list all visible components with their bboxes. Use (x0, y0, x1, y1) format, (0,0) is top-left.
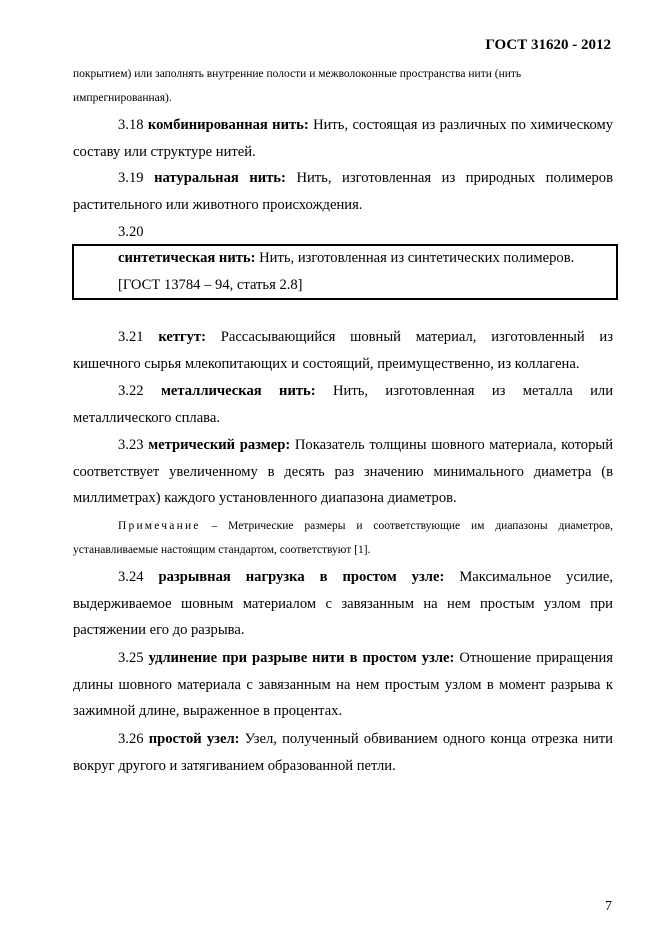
term-name: простой узел: (148, 731, 240, 747)
intro-line-1: покрытием) или заполнять внутренние полости и межволоконные пространства нити (нить (73, 68, 522, 80)
term-number: 3.20 (118, 224, 144, 240)
term-name: натуральная нить: (154, 170, 286, 186)
term-number: 3.19 (118, 170, 144, 186)
term-name: металлическая нить: (160, 383, 316, 399)
term-number: 3.21 (118, 329, 144, 345)
term-definition: Нить, состоящая из различных по химическому составу или структуре нитей. (73, 117, 614, 160)
intro-line-2: импрегнированная). (73, 92, 172, 104)
term-number: 3.26 (118, 731, 144, 747)
term-name: кетгут: (158, 329, 206, 345)
term-number: 3.23 (118, 437, 144, 453)
page-number: 7 (605, 899, 612, 914)
term-definition: Рассасывающийся шовный материал, изготовленный из кишечного сырья млекопитающих и состоящий, преимущественно, из коллагена. (73, 329, 614, 372)
term-number: 3.18 (118, 117, 144, 133)
term-3-24 (73, 564, 613, 644)
term-name: удлинение при разрыве нити в простом узле: (148, 650, 455, 666)
term-3-19 (73, 165, 613, 218)
note-text: – Метрические размеры и соответствующие им диапазоны диаметров, устанавливаемые настоящим стандартом, соответствуют [1]. (73, 520, 613, 556)
term-3-26 (73, 726, 613, 779)
term-number: 3.25 (118, 650, 144, 666)
term-number: 3.22 (118, 383, 144, 399)
document-header-title: ГОСТ 31620 - 2012 (485, 37, 611, 53)
term-name: комбинированная нить: (147, 117, 309, 133)
term-number: 3.24 (118, 569, 144, 585)
intro-paragraph (73, 62, 613, 110)
term-name: метрический размер: (148, 437, 291, 453)
term-3-23 (73, 432, 613, 512)
term-definition: Максимальное усилие, выдерживаемое шовным материалом с завязанным на нем простым узлом при растяжении его до разрыва. (73, 569, 613, 638)
note-caption: Примечание (118, 520, 201, 532)
term-definition: Показатель толщины шовного материала, который соответствует увеличенному в десять раз значению минимального диаметра (в миллиметрах) каждого установленного диапазона диаметров. (73, 437, 614, 506)
term-name: синтетическая нить: (118, 250, 256, 266)
term-reference: [ГОСТ 13784 – 94, статья 2.8] (118, 276, 303, 293)
term-definition: Нить, изготовленная из металла или металлического сплава. (73, 383, 613, 426)
term-3-18 (73, 112, 613, 165)
term-definition: Нить, изготовленная из синтетических полимеров. (259, 250, 575, 266)
term-definition: Нить, изготовленная из природных полимеров растительного или животного происхождения. (73, 170, 613, 213)
term-3-20 (118, 245, 613, 298)
term-definition: Отношение приращения длины шовного материала с завязанным на нем простым узлом в момент разрыва к зажимной длине, выраженное в процентах. (73, 650, 613, 719)
note-paragraph (73, 514, 613, 562)
term-3-22 (73, 378, 613, 431)
term-3-21 (73, 324, 613, 377)
term-3-25 (73, 645, 613, 725)
term-3-20-number-line (73, 219, 613, 246)
term-name: разрывная нагрузка в простом узле: (158, 569, 445, 585)
term-definition: Узел, полученный обвиванием одного конца отрезка нити вокруг другого и затягиванием образованной петли. (73, 731, 613, 774)
